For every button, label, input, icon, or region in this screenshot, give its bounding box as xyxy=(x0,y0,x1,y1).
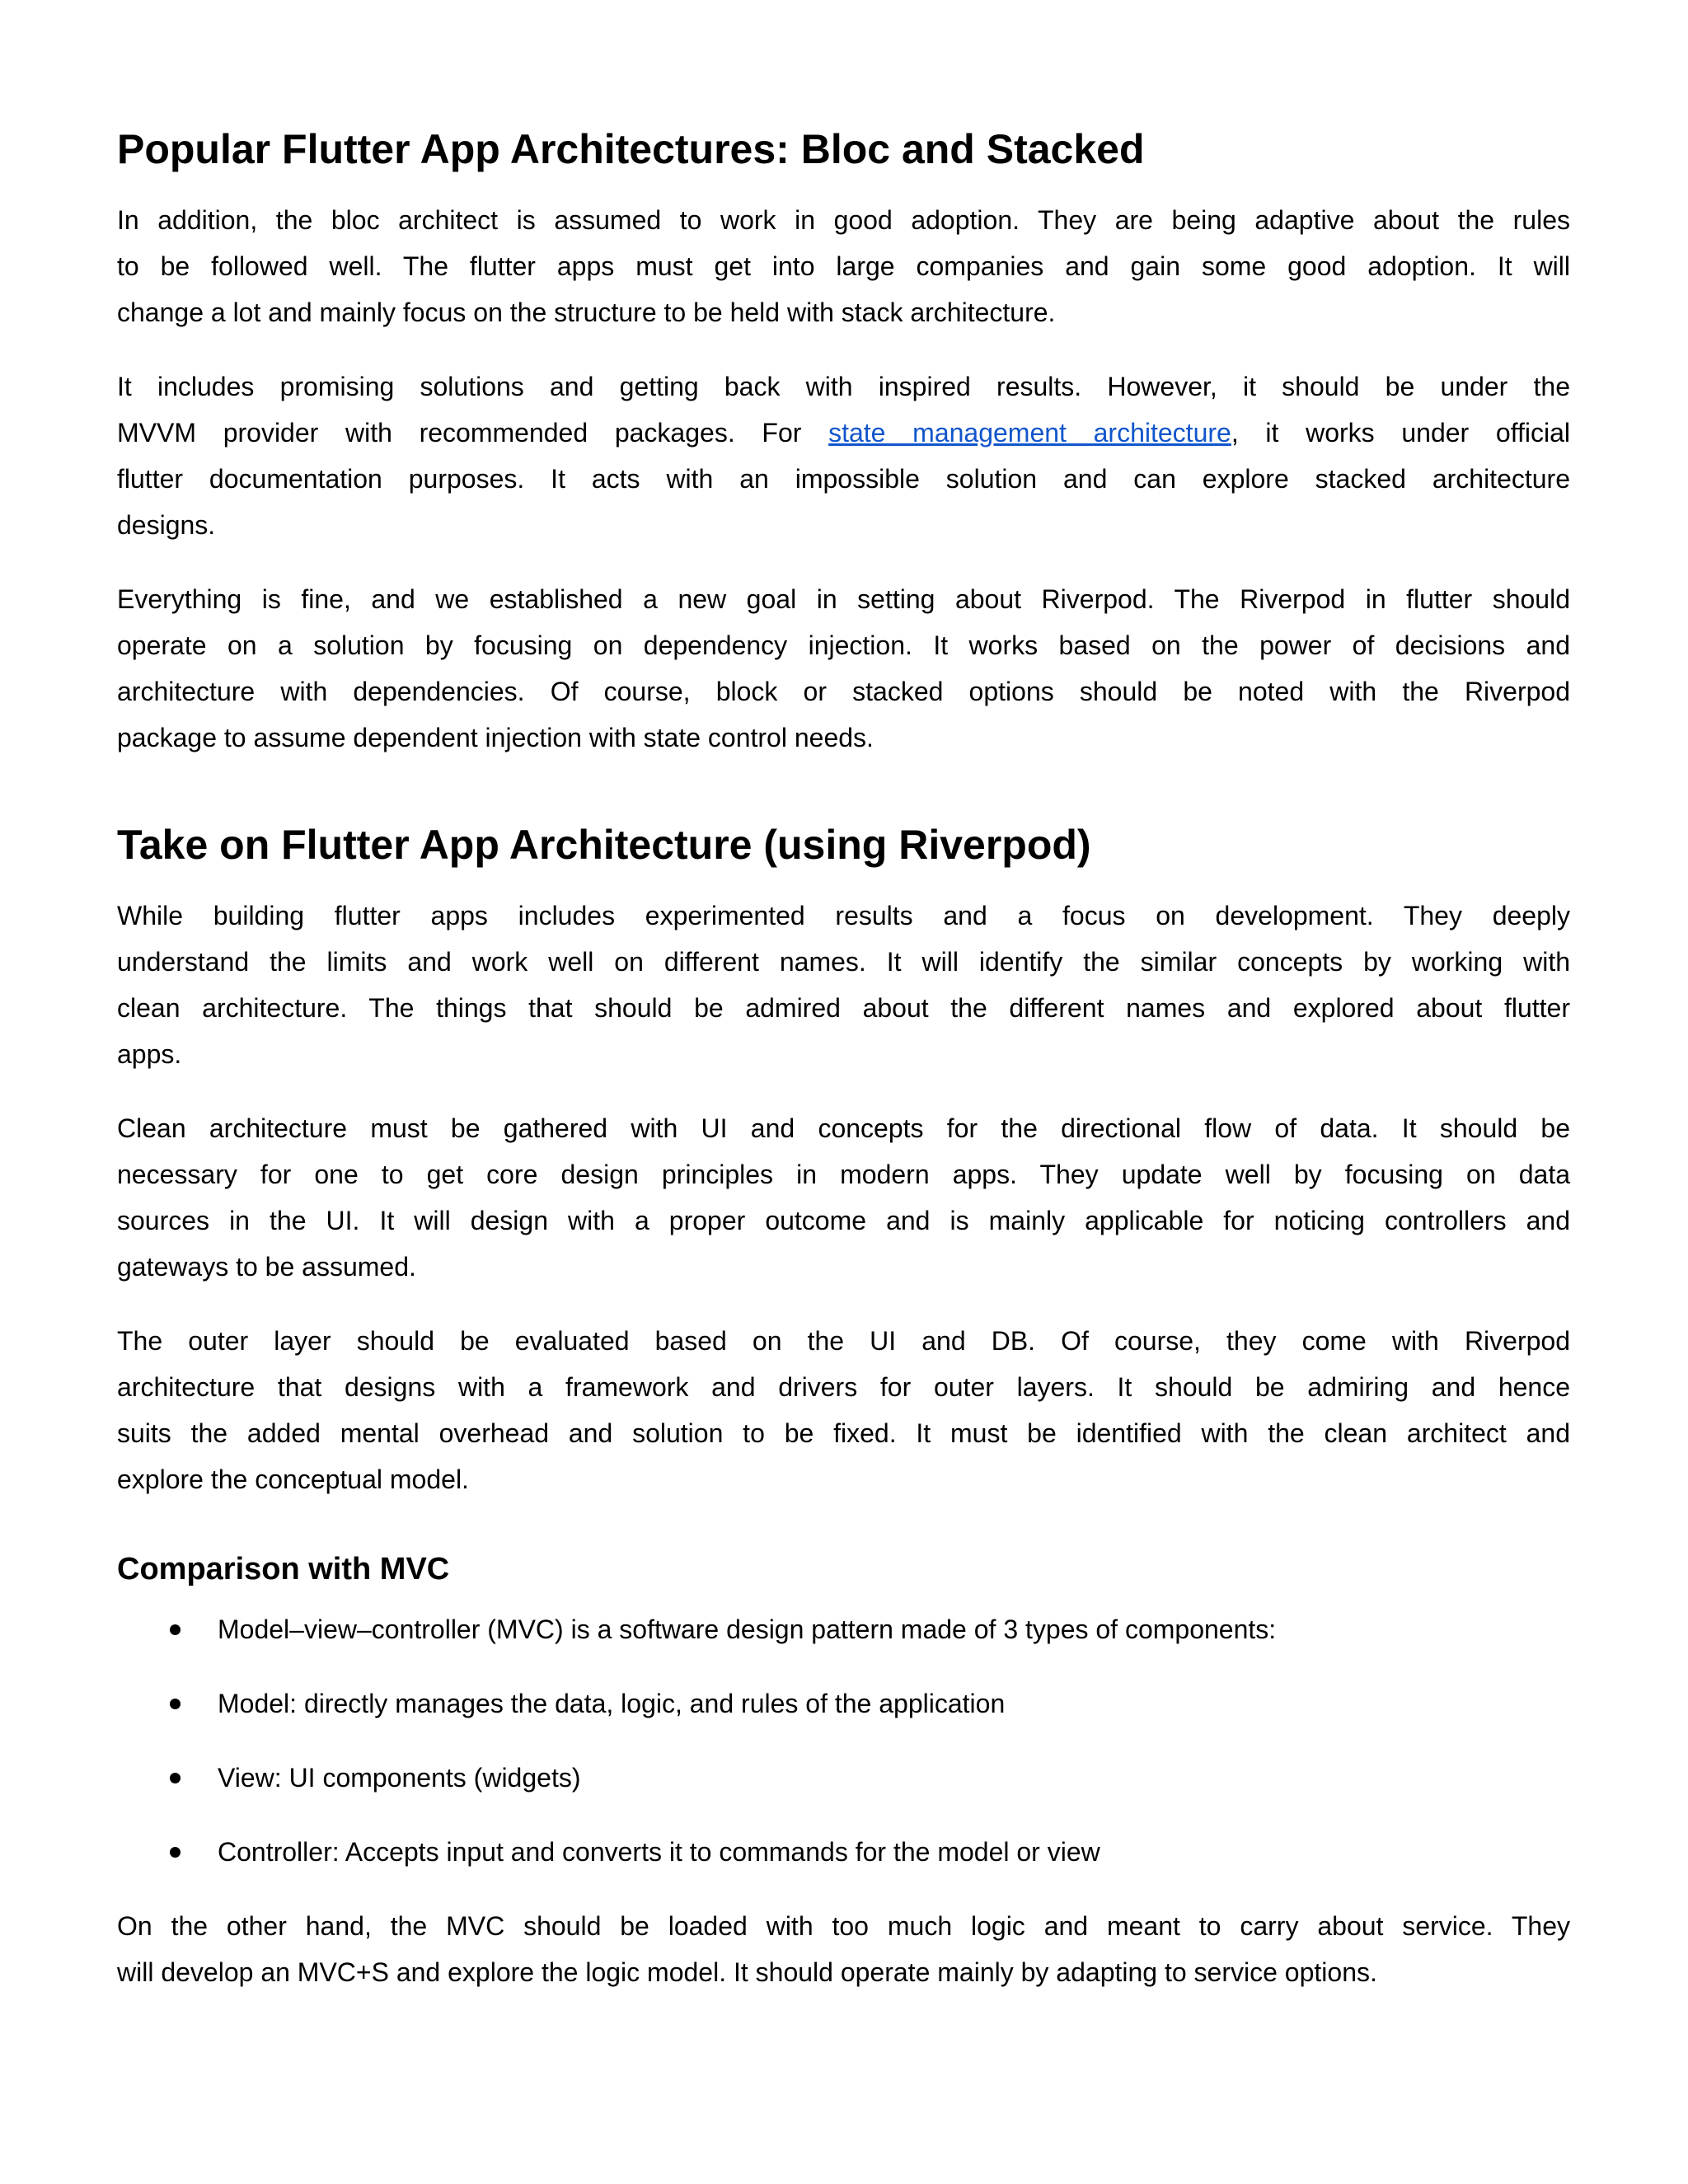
document-body xyxy=(117,120,1570,2023)
paragraph-line: sources in the UI. It will design with a proper outcome and is mainly applicable for noticing controllers and xyxy=(117,1206,1570,1235)
paragraph xyxy=(117,363,1570,548)
paragraph-line: In addition, the bloc architect is assumed to work in good adoption. They are being adaptive about the rules xyxy=(117,205,1570,235)
paragraph-line xyxy=(117,410,1570,456)
list-item xyxy=(117,1680,1570,1727)
text-segment: , it works under official xyxy=(1231,418,1571,448)
paragraph-line: Clean architecture must be gathered with UI and concepts for the directional flow of data. It should be xyxy=(117,1113,1570,1143)
list-item-text: Model: directly manages the data, logic, and rules of the application xyxy=(218,1689,1006,1718)
paragraph-line: package to assume dependent injection with state control needs. xyxy=(117,723,874,752)
paragraph-line: gateways to be assumed. xyxy=(117,1252,416,1282)
paragraph xyxy=(117,197,1570,335)
paragraph-line: It includes promising solutions and getting back with inspired results. However, it should be under the xyxy=(117,372,1570,401)
paragraph-line: understand the limits and work well on different names. It will identify the similar concepts by working with xyxy=(117,947,1570,977)
paragraph-line: explore the conceptual model. xyxy=(117,1465,469,1494)
bullet-list xyxy=(117,1606,1570,1875)
paragraph-line: Everything is fine, and we established a new goal in setting about Riverpod. The Riverpod in flutter should xyxy=(117,584,1570,614)
paragraph-line: suits the added mental overhead and solution to be fixed. It must be identified with the clean architect and xyxy=(117,1418,1570,1448)
list-item xyxy=(117,1606,1570,1652)
paragraph-line: will develop an MVC+S and explore the logic model. It should operate mainly by adapting to service options. xyxy=(117,1957,1377,1987)
paragraph-line: flutter documentation purposes. It acts with an impossible solution and can explore stacked architecture xyxy=(117,464,1570,494)
text-segment: MVVM provider with recommended packages. For xyxy=(117,418,829,448)
paragraph xyxy=(117,1105,1570,1290)
bullet-icon xyxy=(170,1699,181,1709)
list-item xyxy=(117,1829,1570,1875)
paragraph xyxy=(117,893,1570,1077)
paragraph-line: necessary for one to get core design principles in modern apps. They update well by focusing on data xyxy=(117,1160,1570,1189)
paragraph-line: On the other hand, the MVC should be loaded with too much logic and meant to carry about service. They xyxy=(117,1911,1570,1941)
paragraph xyxy=(117,1318,1570,1502)
list-item-text: View: UI components (widgets) xyxy=(218,1763,581,1793)
page-title: Popular Flutter App Architectures: Bloc and Stacked xyxy=(117,126,1145,172)
paragraph-line: apps. xyxy=(117,1039,182,1069)
paragraph-line: While building flutter apps includes experimented results and a focus on development. They deeply xyxy=(117,901,1570,930)
paragraph-line: architecture that designs with a framework and drivers for outer layers. It should be admiring and hence xyxy=(117,1372,1570,1402)
section-heading: Take on Flutter App Architecture (using Riverpod) xyxy=(117,822,1091,868)
paragraph xyxy=(117,576,1570,761)
bullet-icon xyxy=(170,1773,181,1783)
list-item-text: Controller: Accepts input and converts it to commands for the model or view xyxy=(218,1837,1100,1867)
paragraph xyxy=(117,1903,1570,1995)
bullet-icon xyxy=(170,1847,181,1858)
paragraph-line: change a lot and mainly focus on the structure to be held with stack architecture. xyxy=(117,298,1056,327)
list-item xyxy=(117,1755,1570,1801)
paragraph-line: clean architecture. The things that should be admired about the different names and explored about flutter xyxy=(117,993,1570,1023)
paragraph-line: designs. xyxy=(117,510,216,540)
paragraph-line: architecture with dependencies. Of course, block or stacked options should be noted with the Riverpod xyxy=(117,677,1570,706)
paragraph-line: operate on a solution by focusing on dependency injection. It works based on the power of decisions and xyxy=(117,630,1570,660)
paragraph-line: The outer layer should be evaluated based on the UI and DB. Of course, they come with Riverpod xyxy=(117,1326,1570,1356)
bullet-icon xyxy=(170,1624,181,1635)
state-management-architecture-link[interactable]: state management architecture xyxy=(828,418,1231,448)
subsection-heading: Comparison with MVC xyxy=(117,1552,450,1586)
list-item-text: Model–view–controller (MVC) is a software design pattern made of 3 types of components: xyxy=(218,1615,1277,1644)
paragraph-line: to be followed well. The flutter apps must get into large companies and gain some good adoption. It will xyxy=(117,251,1570,281)
